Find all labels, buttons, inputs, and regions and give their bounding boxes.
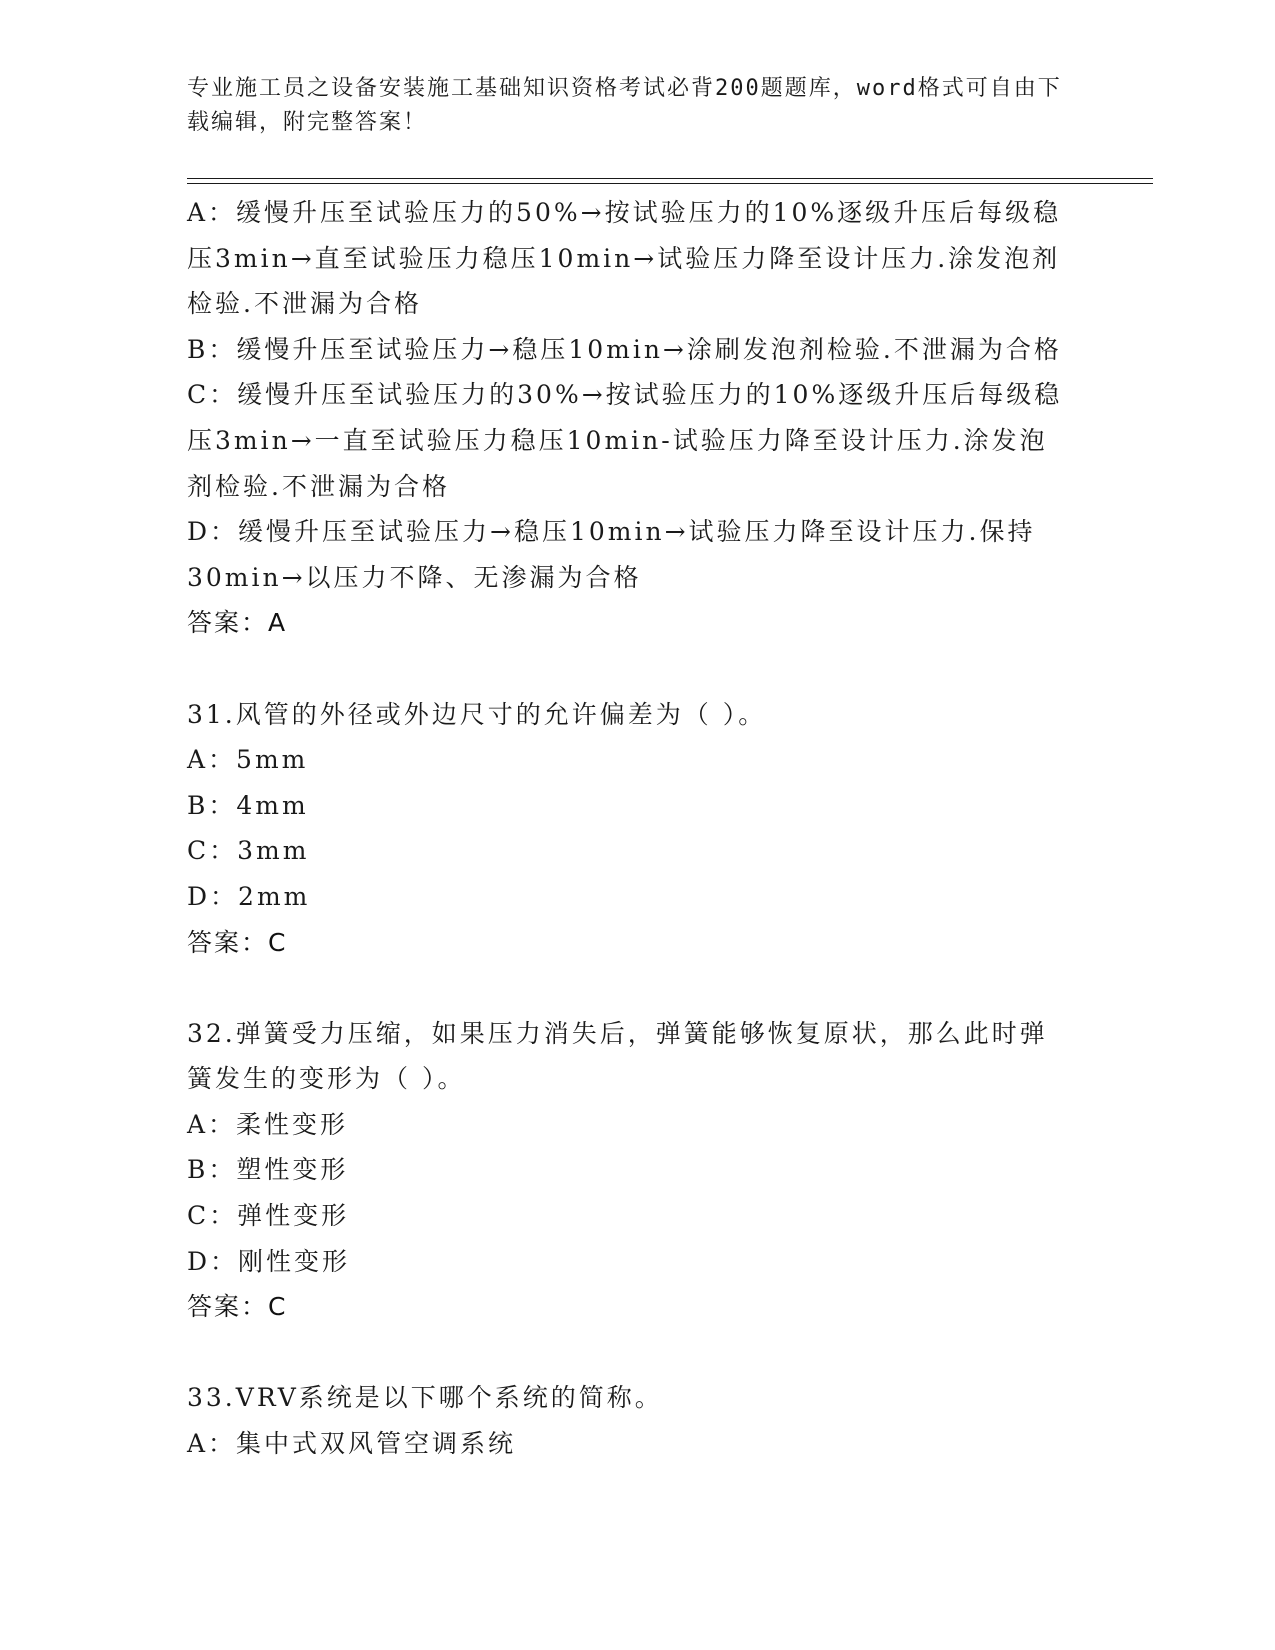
- question-32-option-d: D：刚性变形: [187, 1246, 351, 1276]
- option-d-line-2: 30min→以压力不降、无渗漏为合格: [187, 562, 642, 592]
- question-31-text: 31.风管的外径或外边尺寸的允许偏差为（ ）。: [187, 699, 767, 729]
- question-31-option-b: B：4mm: [187, 790, 309, 820]
- prev-question-block: [187, 190, 1087, 646]
- question-32-option-b: B：塑性变形: [187, 1155, 349, 1185]
- question-32-text-line-2: 簧发生的变形为（ ）。: [187, 1064, 466, 1094]
- question-content: [187, 190, 1087, 1467]
- option-c-line-3: 剂检验.不泄漏为合格: [187, 471, 450, 501]
- answer-label: 答案：A: [187, 608, 288, 638]
- question-33-block: [187, 1375, 1087, 1466]
- question-32-block: [187, 1011, 1087, 1330]
- option-c-line-1: C：缓慢升压至试验压力的30%→按试验压力的10%逐级升压后每级稳: [187, 380, 1063, 410]
- question-32-text-line-1: 32.弹簧受力压缩，如果压力消失后，弹簧能够恢复原状，那么此时弹: [187, 1018, 1048, 1048]
- option-a-line-2: 压3min→直至试验压力稳压10min→试验压力降至设计压力.涂发泡剂: [187, 243, 1061, 273]
- question-33-text: 33.VRV系统是以下哪个系统的简称。: [187, 1383, 663, 1413]
- header-rule-bottom: [187, 183, 1153, 184]
- option-b: B：缓慢升压至试验压力→稳压10min→涂刷发泡剂检验.不泄漏为合格: [187, 334, 1062, 364]
- document-header: 专业施工员之设备安装施工基础知识资格考试必背200题题库，word格式可自由下载编辑，附完整答案！: [187, 76, 1062, 135]
- spacer: [187, 965, 1087, 1011]
- question-32-answer: 答案：C: [187, 1292, 288, 1322]
- header-rule-top: [187, 178, 1153, 179]
- spacer: [187, 646, 1087, 692]
- question-31-option-d: D：2mm: [187, 881, 311, 911]
- question-32-option-a: A：柔性变形: [187, 1109, 349, 1139]
- question-31-block: [187, 692, 1087, 966]
- option-a-line-3: 检验.不泄漏为合格: [187, 289, 422, 319]
- question-31-answer: 答案：C: [187, 927, 288, 957]
- spacer: [187, 1330, 1087, 1376]
- option-a-line-1: A：缓慢升压至试验压力的50%→按试验压力的10%逐级升压后每级稳: [187, 198, 1062, 227]
- option-c-line-2: 压3min→一直至试验压力稳压10min-试验压力降至设计压力.涂发泡: [187, 425, 1048, 455]
- question-31-option-c: C：3mm: [187, 836, 310, 866]
- question-32-option-c: C：弹性变形: [187, 1201, 350, 1231]
- question-31-option-a: A：5mm: [187, 745, 309, 775]
- option-d-line-1: D：缓慢升压至试验压力→稳压10min→试验压力降至设计压力.保持: [187, 517, 1036, 547]
- question-33-option-a: A：集中式双风管空调系统: [187, 1429, 517, 1459]
